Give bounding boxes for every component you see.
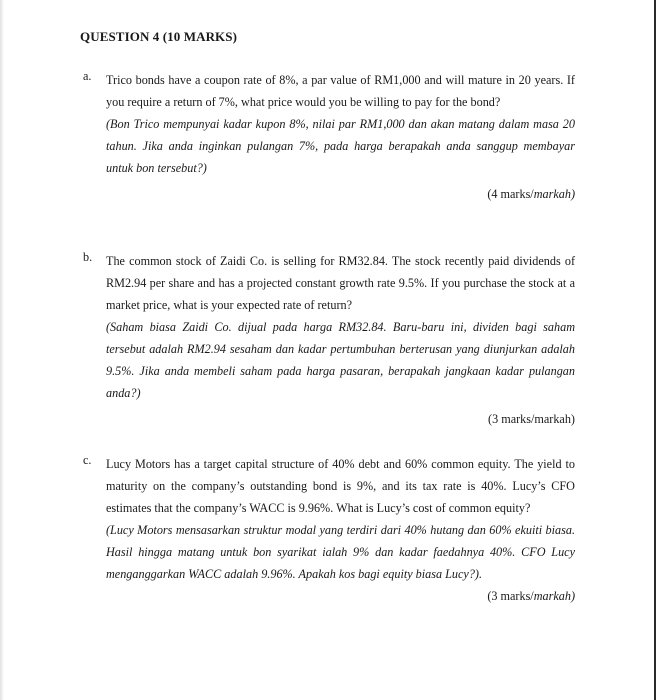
- question-c: [83, 453, 575, 607]
- question-text-malay: (Saham biasa Zaidi Co. dijual pada harga RM32.84. Baru-baru ini, dividen bagi saham tersebut adalah RM2.94 sesaham dan kadar pertumbuhan berterusan yang diunjurkan adalah 9.5%. Jika anda membeli saham pada harga pasaran, berapakah jangkaan kadar pulangan anda?): [106, 320, 575, 400]
- question-text-malay: (Lucy Motors mensasarkan struktur modal yang terdiri dari 40% hutang dan 60% ekuiti biasa. Hasil hingga matang untuk bon syarikat ialah 9% dan kadar faedahnya 40%. CFO Lucy menganggarkan WACC adalah 9.96%. Apakah kos bagi equity biasa Lucy?).: [106, 523, 575, 581]
- question-label: c.: [83, 453, 92, 467]
- marks-allocation: [106, 183, 575, 205]
- marks-text: (4 marks/: [487, 187, 534, 201]
- marks-allocation: [106, 408, 575, 430]
- question-b: [83, 250, 575, 430]
- question-text-english: Trico bonds have a coupon rate of 8%, a par value of RM1,000 and will mature in 20 years. If you require a return of 7%, what price would you be willing to pay for the bond?: [106, 73, 575, 109]
- question-title: QUESTION 4 (10 MARKS): [80, 29, 238, 44]
- marks-text-malay: markah): [533, 187, 575, 201]
- marks-text: (3 marks/: [487, 589, 534, 603]
- question-label: a.: [83, 69, 92, 83]
- question-a: [83, 69, 575, 205]
- question-text-english: The common stock of Zaidi Co. is selling for RM32.84. The stock recently paid dividends of RM2.94 per share and has a projected constant growth rate 9.5%. If you purchase the stock at a market price, what is your expected rate of return?: [106, 254, 575, 312]
- marks-allocation: [106, 585, 575, 607]
- marks-text-malay: markah): [533, 589, 575, 603]
- question-label: b.: [83, 250, 93, 264]
- question-text-english: Lucy Motors has a target capital structure of 40% debt and 60% common equity. The yield to maturity on the company’s outstanding bond is 9%, and its tax rate is 40%. Lucy’s CFO estimates that the company’s WACC is 9.96%. What is Lucy’s cost of common equity?: [106, 457, 575, 515]
- question-text-malay: (Bon Trico mempunyai kadar kupon 8%, nilai par RM1,000 dan akan matang dalam masa 20 tahun. Jika anda inginkan pulangan 7%, pada harga berapakah anda sanggup membayar untuk bon tersebut?): [106, 117, 575, 175]
- marks-text: (3 marks/markah): [488, 412, 575, 426]
